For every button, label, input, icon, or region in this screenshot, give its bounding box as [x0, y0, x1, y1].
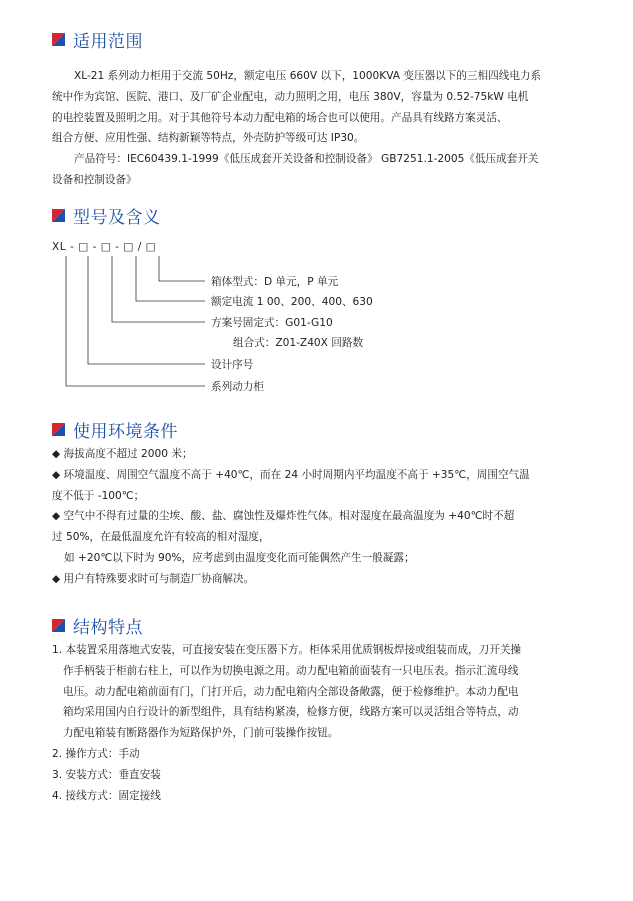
text-line: 组合方便、应用性强、结构新颖等特点，外壳防护等级可达 IP30。: [52, 132, 365, 145]
list-item: 3. 安装方式：垂直安装: [52, 768, 161, 781]
text-line: 过 50%，在最低温度允许有较高的相对湿度，: [52, 531, 270, 544]
list-item: 4. 接线方式：固定接线: [52, 789, 161, 802]
text-line: 设备和控制设备》: [52, 173, 137, 186]
text-line: 作手柄装于柜前右柱上，可以作为切换电源之用。动力配电箱前面装有一只电压表。指示汇流母线: [63, 664, 519, 677]
list-item: 1. 本装置采用落地式安装，可直接安装在变压器下方。柜体采用优质钢板焊接或组装而成，刀开关操: [52, 644, 522, 656]
text-line: 电压。动力配电箱前面有门，门打开后，动力配电箱内全部设备敞露，便于检修维护。本动力配电: [63, 685, 519, 698]
section-title: 使用环境条件: [73, 421, 178, 442]
list-item: ◆ 用户有特殊要求时可与制造厂协商解决。: [52, 572, 255, 585]
text-line: 力配电箱装有断路器作为短路保护外，门前可装操作按钮。: [63, 727, 339, 740]
section-title: 结构特点: [73, 617, 143, 638]
structure-list: [52, 640, 582, 806]
model-label-scheme-fixed: 方案号固定式：G01-G10: [211, 317, 333, 329]
section-title: 适用范围: [73, 31, 143, 52]
text-line: 的电控装置及照明之用。对于其他符号本动力配电箱的场合也可以使用。产品具有线路方案灵活、: [52, 111, 508, 124]
section-marker-icon: [52, 423, 65, 436]
list-item: ◆ 环境温度、周围空气温度不高于 +40℃，而在 24 小时周期内平均温度不高于 +35℃，周围空气温: [52, 468, 530, 481]
model-label-scheme-combined: 组合式：Z01-Z40X 回路数: [233, 337, 364, 349]
list-item: 2. 操作方式：手动: [52, 747, 140, 760]
section-marker-icon: [52, 619, 65, 632]
section-heading-structure: [52, 614, 143, 636]
text-line: 统中作为宾馆、医院、港口、及厂矿企业配电，动力照明之用，电压 380V，容量为 0.52-75kW 电机: [52, 90, 529, 103]
list-item: ◆ 空气中不得有过量的尘埃、酸、盐、腐蚀性及爆炸性气体。相对湿度在最高温度为 +40℃时不超: [52, 510, 515, 523]
environment-list: [52, 444, 582, 590]
section-heading-environment: [52, 418, 178, 440]
text-line: 度不低于 -100℃；: [52, 489, 145, 502]
model-label-rated-current: 额定电流 1 00、200、400、630: [211, 296, 373, 308]
text-line: 如 +20℃以下时为 90%，应考虑到由温度变化而可能偶然产生一般凝露；: [64, 551, 415, 564]
section-title: 型号及含义: [73, 207, 161, 228]
model-code: XL - □ - □ - □ / □: [52, 241, 157, 253]
model-label-series: 系列动力柜: [211, 381, 264, 393]
text-line: XL-21 系列动力柜用于交流 50Hz，额定电压 660V 以下，1000KVA 变压器以下的三相四线电力系: [74, 70, 542, 82]
text-line: 产品符号：IEC60439.1-1999《低压成套开关设备和控制设备》 GB7251.1-2005《低压成套开关: [74, 153, 539, 166]
model-label-design-no: 设计序号: [211, 359, 254, 371]
text-line: 箱均采用国内自行设计的新型组件，具有结构紧凑，检修方便，线路方案可以灵活组合等特点，动: [63, 706, 519, 719]
list-item: ◆ 海拔高度不超过 2000 米；: [52, 448, 193, 460]
model-label-cabinet-type: 箱体型式：D 单元，P 单元: [211, 276, 339, 288]
